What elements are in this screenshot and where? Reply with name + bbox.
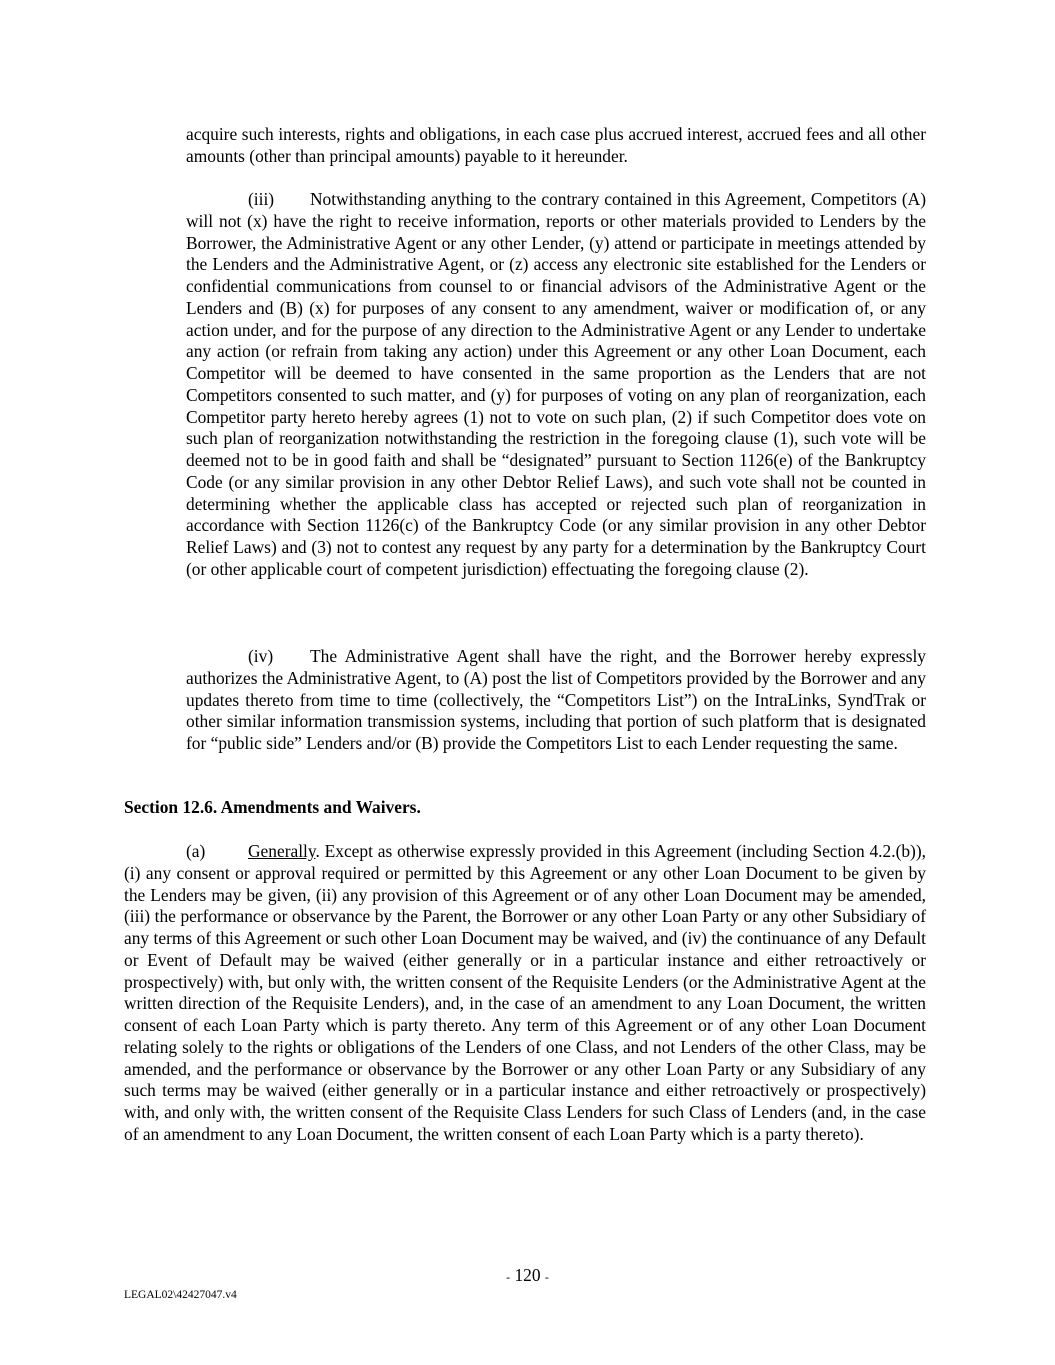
paragraph-a-text: . Except as otherwise expressly provided in this Agreement (including Section 4.2.(b)), (i) any consent or approval required or permitted by this Agreement or any other Loan Document to be given by the Lenders may be given, (ii) any provision of this Agreement or of any other Loan Document may be amended, (iii) the performance or observance by the Parent, the Borrower or any other Loan Party or any other Subsidiary of any terms of this Agreement or such other Loan Document may be waived, and (iv) the continuance of any Default or Event of Default may be waived (either generally or in a particular instance and either retroactively or prospectively) with, but only with, the written consent of the Requisite Lenders (or the Administrative Agent at the written direction of the Requisite Lenders), and, in the case of an amendment to any Loan Document, the written consent of each Loan Party which is party thereto. Any term of this Agreement or of any other Loan Document relating solely to the rights or obligations of the Lenders of one Class, and not Lenders of the other Class, may be amended, and the performance or observance by the Borrower or any other Loan Party or any Subsidiary of any such terms may be waived (either generally or in a particular instance and either retroactively or prospectively) with, and only with, the written consent of the Requisite Class Lenders for such Class of Lenders (and, in the case of an amendment to any Loan Document, the written consent of each Loan Party which is a party thereto). [124, 841, 926, 1144]
continuation-paragraph: acquire such interests, rights and obligations, in each case plus accrued interest, accrued fees and all other amounts (other than principal amounts) payable to it hereunder. [186, 124, 926, 166]
page-number-prefix: - [506, 1270, 511, 1284]
paragraph-a-caption: Generally [248, 841, 316, 861]
page-number [0, 1265, 1055, 1289]
section-heading: Section 12.6. Amendments and Waivers. [124, 797, 421, 817]
paragraph-iv-text: The Administrative Agent shall have the right, and the Borrower hereby expressly authorizes the Administrative Agent, to (A) post the list of Competitors provided by the Borrower and any updates thereto from time to time (collectively, the “Competitors List”) on the IntraLinks, SyndTrak or other similar information transmission systems, including that portion of such platform that is designated for “public side” Lenders and/or (B) provide the Competitors List to each Lender requesting the same. [186, 646, 926, 753]
document-footer-id: LEGAL02\42427047.v4 [124, 1289, 237, 1301]
paragraph-a-number: (a) [186, 841, 206, 861]
page-number-value: 120 [514, 1265, 541, 1285]
page-number-suffix: - [544, 1270, 549, 1284]
paragraph-iii [186, 189, 926, 581]
paragraph-a [124, 841, 926, 1146]
paragraph-iv-number: (iv) [248, 646, 274, 666]
paragraph-iii-number: (iii) [248, 189, 275, 209]
paragraph-iii-text: Notwithstanding anything to the contrary contained in this Agreement, Competitors (A) will not (x) have the right to receive information, reports or other materials provided to Lenders by the Borrower, the Administrative Agent or any other Lender, (y) attend or participate in meetings attended by the Lenders and the Administrative Agent, or (z) access any electronic site established for the Lenders or confidential communications from counsel to or financial advisors of the Administrative Agent or the Lenders and (B) (x) for purposes of any consent to any amendment, waiver or modification of, or any action under, and for the purpose of any direction to the Administrative Agent or any Lender to undertake any action (or refrain from taking any action) under this Agreement or any other Loan Document, each Competitor will be deemed to have consented in the same proportion as the Lenders that are not Competitors consented to such matter, and (y) for purposes of voting on any plan of reorganization, each Competitor party hereto hereby agrees (1) not to vote on such plan, (2) if such Competitor does vote on such plan of reorganization notwithstanding the restriction in the foregoing clause (1), such vote will be deemed not to be in good faith and shall be “designated” pursuant to Section 1126(e) of the Bankruptcy Code (or any similar provision in any other Debtor Relief Laws), and such vote shall not be counted in determining whether the applicable class has accepted or rejected such plan of reorganization in accordance with Section 1126(c) of the Bankruptcy Code (or any similar provision in any other Debtor Relief Laws) and (3) not to contest any request by any party for a determination by the Bankruptcy Court (or other applicable court of competent jurisdiction) effectuating the foregoing clause (2). [186, 189, 926, 579]
paragraph-iv [186, 646, 926, 755]
